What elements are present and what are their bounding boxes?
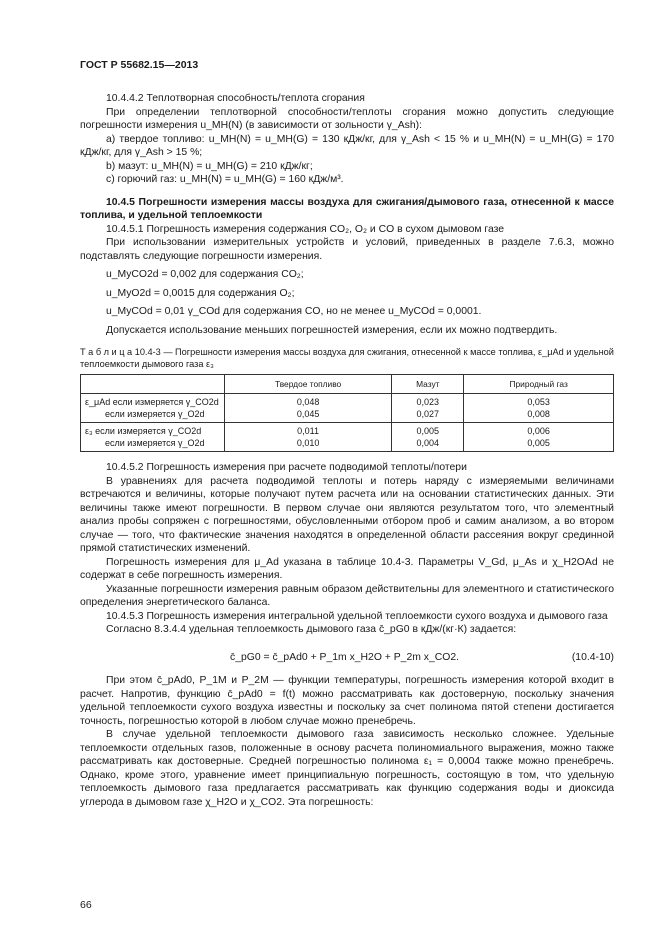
table-cell: 0,011 0,010 [224, 423, 391, 452]
section-heading: 10.4.4.2 Теплотворная способность/теплота сгорания [106, 93, 365, 104]
subsection-heading: 10.4.5.2 Погрешность измерения при расчете подводимой теплоты/потери [106, 462, 467, 473]
table-header-cell: Мазут [392, 375, 464, 394]
paragraph: В уравнениях для расчета подводимой теплоты и потерь наряду с измеряемыми величинами встречаются и величины, которые получают путем расчета или на основании статистических данных. Эти величины также имеют погрешности. В первом случае они являются результатом того, что элементный анализ пробы сопряжен с погрешностями, обусловленными отбором проб и самим анализом, а во втором случае — того, что фактические значения находятся в определенной области рассеяния вокруг срединной прямой статистических изменений. [80, 475, 614, 554]
document-header: ГОСТ Р 55682.15—2013 [80, 59, 199, 71]
section-heading: 10.4.5 Погрешности измерения массы воздуха для сжигания/дымового газа, отнесенной к массе топлива, и удельной теплоемкости [80, 196, 614, 221]
formula-line: u_MyO2d = 0,0015 для содержания O₂; [106, 287, 295, 299]
paragraph: Погрешность измерения для μ_Ad указана в таблице 10.4-3. Параметры V_Gd, μ_As и χ_H2OAd не содержат в себе погрешность измерения. [80, 556, 614, 581]
formula-line: u_MyCOd = 0,01 γ_COd для содержания CO, но не менее u_MyCOd = 0,0001. [106, 306, 482, 317]
paragraph: Указанные погрешности измерения равным образом действительны для элементного и статистического определения энергетического баланса. [80, 583, 614, 608]
table-caption: Т а б л и ц а 10.4-3 — Погрешности измерения массы воздуха для сжигания, отнесенной к массе топлива, ε_μAd и удельной теплоемкости дымового газа ε₃ [80, 347, 614, 369]
row-label: ε₃ если измеряется γ_CO2d если измеряется γ_O2d [81, 423, 225, 452]
paragraph: Допускается использование меньших погрешностей измерения, если их можно подтвердить. [106, 324, 558, 336]
table-cell: 0,005 0,004 [392, 423, 464, 452]
table-row [81, 423, 614, 452]
table-row [81, 394, 614, 423]
page-number: 66 [80, 899, 92, 911]
page-body [80, 92, 614, 809]
paragraph: При использовании измерительных устройств и условий, приведенных в разделе 7.6.3, можно подставлять следующие погрешности измерения. [80, 237, 614, 262]
subsection-heading: 10.4.5.1 Погрешность измерения содержания CO₂, O₂ и CO в сухом дымовом газе [106, 223, 505, 235]
formula-line: u_MyCO2d = 0,002 для содержания CO₂; [106, 269, 304, 280]
table-header-cell: Природный газ [464, 375, 614, 394]
error-table [80, 374, 614, 452]
paragraph: В случае удельной теплоемкости дымового газа зависимость несколько сложнее. Удельные теплоемкости отдельных газов, положенные в основу расчета полиномиального выражения, можно также рассматривать как достоверные. Средней погрешностью полинома ε₁ = 0,0004 также можно пренебречь. Однако, кроме этого, уравнение имеет принципиальную погрешность, состоящую в том, что удельную теплоемкость дымового газа предлагается рассматривать как функцию содержания воды и диоксида углерода в дымовом газе χ_H2O и χ_CO2. Эта погрешность: [80, 729, 614, 808]
paragraph: При определении теплотворной способности/теплоты сгорания можно допустить следующие погрешности измерения u_MH(N) (в зависимости от зольности γ_Ash): [80, 106, 614, 131]
equation-number: (10.4-10) [571, 651, 614, 663]
row-label: ε_μAd если измеряется γ_CO2d если измеряется γ_O2d [81, 394, 225, 423]
table-cell: 0,053 0,008 [464, 394, 614, 423]
table-header-cell: Твердое топливо [224, 375, 391, 394]
table-cell: 0,006 0,005 [464, 423, 614, 452]
equation-row [80, 637, 614, 665]
list-item: c) горючий газ: u_MH(N) = u_MH(G) = 160 кДж/м³. [106, 174, 344, 185]
table-header-cell [81, 375, 225, 394]
table-header-row [81, 375, 614, 394]
paragraph: Согласно 8.3.4.4 удельная теплоемкость дымового газа c̄_pG0 в кДж/(кг·К) задается: [106, 624, 517, 635]
subsection-heading: 10.4.5.3 Погрешность измерения интегральной удельной теплоемкости сухого воздуха и дымового газа [106, 610, 608, 622]
table-cell: 0,048 0,045 [224, 394, 391, 423]
list-item: a) твердое топливо: u_MH(N) = u_MH(G) = 130 кДж/кг, для γ_Ash < 15 % и u_MH(N) = u_MH(G) = 170 кДж/кг, для γ_Ash > 15 %; [80, 133, 614, 158]
list-item: b) мазут: u_MH(N) = u_MH(G) = 210 кДж/кг; [106, 160, 313, 172]
equation: c̄_pG0 = c̄_pAd0 + P_1m x_H2O + P_2m x_CO2. [230, 651, 460, 663]
paragraph: При этом c̄_pAd0, P_1M и P_2M — функции температуры, погрешность измерения которой входит в расчет. Напротив, функцию c̄_pAd0 = f(t) можно рассматривать как достоверную, поскольку значения удельной теплоемкости сухого воздуха известны и поскольку за счет полинома пятой степени достигается точность, погрешностью которой в любом случае можно пренебречь. [80, 675, 614, 727]
table-cell: 0,023 0,027 [392, 394, 464, 423]
